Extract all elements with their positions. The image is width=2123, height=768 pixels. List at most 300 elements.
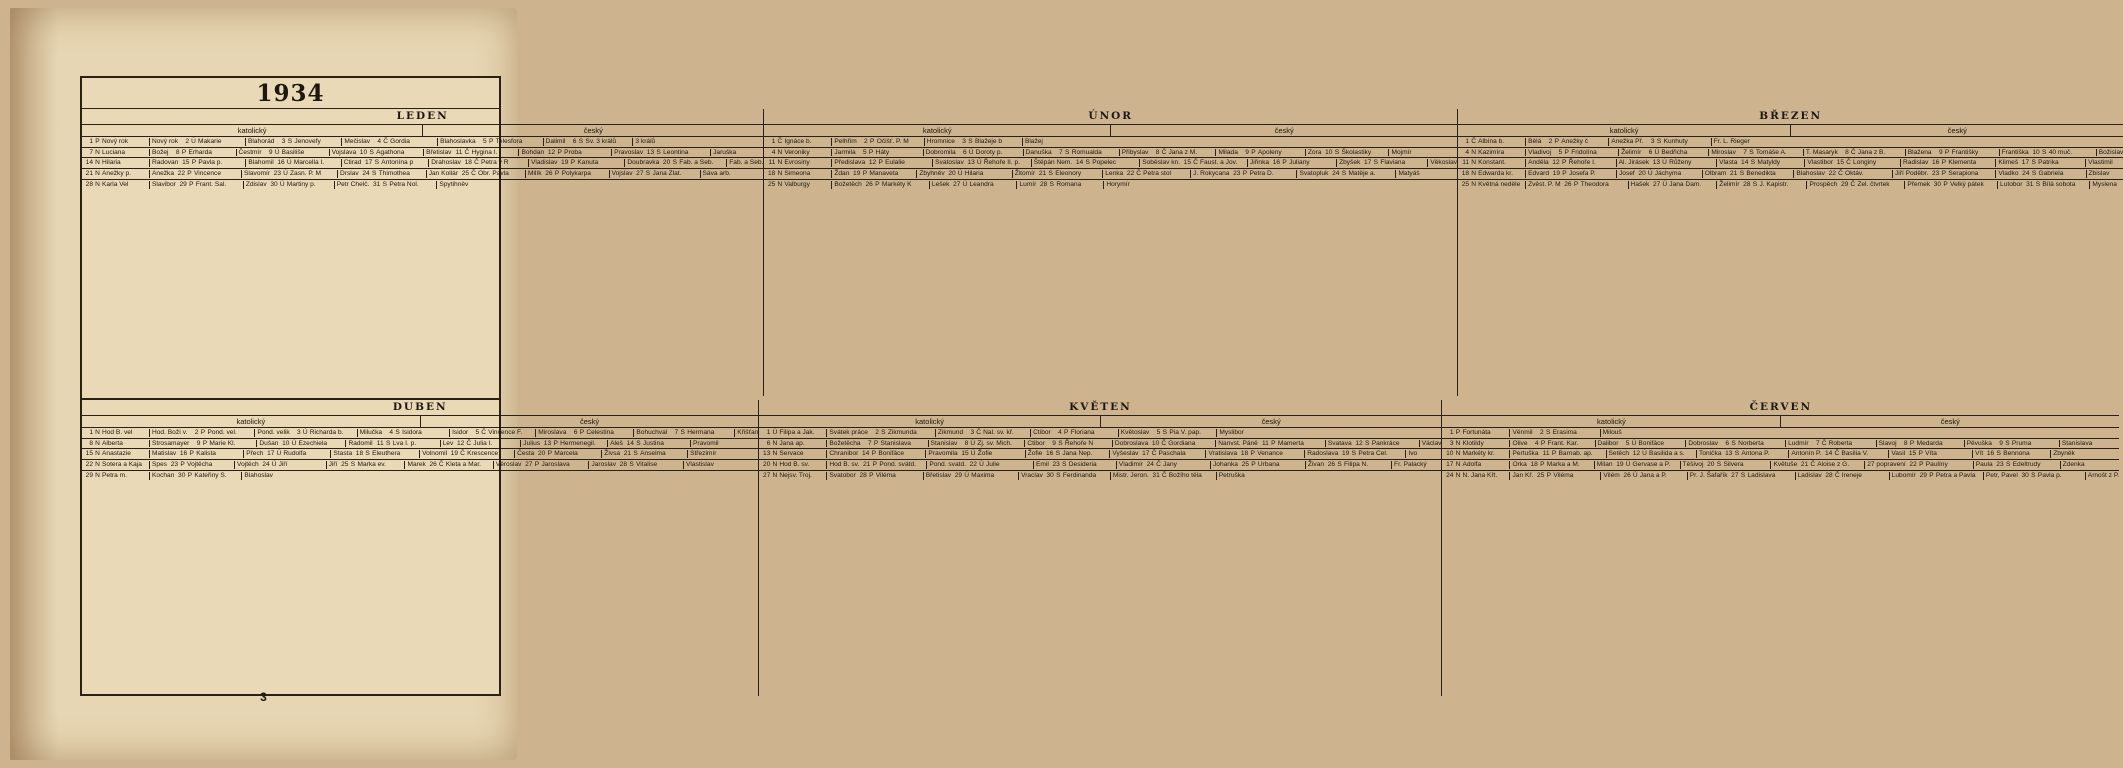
column-header: [759, 416, 1441, 428]
month-block: [1442, 400, 2119, 696]
week-block: [82, 460, 758, 471]
catholic-name: Doroty p.: [975, 149, 1024, 157]
weekday-letter: P: [187, 471, 193, 479]
czech-name: Česta: [517, 450, 535, 458]
catholic-name: Alberta: [101, 440, 150, 448]
catholic-name: Petra D.: [1248, 170, 1297, 178]
catholic-name: Hermenegil.: [559, 440, 608, 448]
day-row: [1930, 181, 2022, 189]
day-number: 11: [1462, 159, 1470, 167]
week-block: [1442, 471, 2119, 481]
day-number: 11: [768, 159, 776, 167]
weekday-letter: S: [578, 138, 584, 145]
day-row: [2029, 149, 2123, 157]
day-row: [643, 149, 736, 157]
day-number: 28: [1743, 180, 1751, 188]
czech-name: Svatopluk: [1299, 170, 1329, 178]
weekday-letter: S: [1055, 450, 1061, 458]
day-row: [1726, 170, 1825, 178]
czech-name: Vladislav: [530, 159, 558, 167]
catholic-name: Frant. Sal.: [195, 181, 244, 189]
weekday-letter: S: [2042, 148, 2047, 156]
day-row: [956, 149, 1052, 157]
week-block: [764, 137, 1457, 148]
day-number: 4: [1058, 429, 1062, 436]
weekday-letter: Ú: [1654, 148, 1660, 156]
catholic-name: Eleuthera: [371, 450, 420, 458]
catholic-name: Nal. sv. kř.: [982, 429, 1031, 437]
czech-name: Sáva arb.: [702, 170, 731, 178]
weekday-letter: Ú: [968, 148, 974, 156]
czech-name: Pelhřim: [834, 138, 857, 145]
catholic-name: Veroniky: [783, 149, 832, 157]
weekday-letter: P: [1918, 450, 1923, 458]
catholic-name: Františky: [1951, 149, 2000, 157]
czech-name: Petr Chelč.: [336, 180, 370, 188]
day-number: 26: [429, 461, 437, 469]
day-number: 15: [1908, 450, 1917, 458]
day-number: 10: [282, 439, 290, 447]
catholic-name: Vojtěcha: [186, 461, 235, 469]
czech-name: Věroslav: [495, 461, 522, 469]
weekday-letter: P: [189, 450, 194, 458]
day-number: 23: [273, 170, 282, 178]
day-row: [859, 461, 966, 469]
weekday-letter: S: [656, 148, 661, 156]
day-number: 21: [1800, 461, 1809, 469]
day-row: [356, 149, 451, 157]
day-number: 9: [1052, 439, 1056, 447]
catholic-name: Jana z M.: [1167, 149, 1216, 157]
catholic-name: Kalista: [195, 450, 244, 458]
czech-name: Ladislav: [1797, 471, 1822, 479]
weekday-letter: S: [968, 138, 973, 145]
column-cesky: český: [1947, 126, 1967, 135]
czech-name: Zbyhněv: [919, 170, 945, 178]
weekday-letter: N: [772, 461, 778, 469]
czech-name: Vladimír: [1118, 461, 1143, 469]
weekday-letter: Ú: [286, 159, 292, 167]
catholic-name: Nejsv. Troj.: [778, 472, 827, 480]
day-row: [1442, 440, 1527, 448]
catholic-name: Matěje a.: [1347, 170, 1396, 178]
day-number: 9: [1938, 148, 1943, 156]
day-row: [849, 170, 944, 178]
day-row: [963, 429, 1051, 437]
czech-name: Květoslav: [1120, 429, 1150, 436]
czech-name: Vlastibor: [1807, 159, 1834, 167]
catholic-name: Marka ev.: [356, 461, 405, 469]
day-row: [1618, 440, 1718, 448]
czech-name: Stanislav: [930, 439, 958, 447]
czech-name: Lev: [442, 439, 454, 447]
catholic-name: Jenovefy: [293, 138, 342, 146]
day-row: [1932, 149, 2029, 157]
weekday-letter: Č: [1161, 471, 1167, 479]
czech-name: Klimeš: [1998, 159, 2019, 167]
day-number: 22: [1909, 461, 1917, 469]
weekday-letter: S: [1752, 180, 1758, 188]
day-row: [856, 149, 956, 157]
czech-name: Slavoj: [1878, 439, 1897, 447]
weekday-letter: P: [868, 148, 874, 156]
catholic-name: Pruma: [2011, 440, 2060, 448]
day-number: 31: [373, 180, 381, 188]
weekday-letter: P: [1573, 180, 1579, 188]
day-number: 11: [376, 439, 384, 447]
weekday-letter: N: [95, 159, 100, 167]
column-cesky: český: [1261, 417, 1281, 426]
day-number: 30: [178, 471, 186, 479]
weekday-letter: P: [1944, 148, 1950, 156]
day-number: 1: [89, 429, 93, 436]
czech-name: Božetěcha: [829, 439, 861, 447]
week-block: [1442, 428, 2119, 439]
day-row: [1148, 149, 1237, 157]
day-row: [1629, 450, 1721, 458]
day-number: 26: [865, 180, 873, 188]
day-number: 10: [2032, 148, 2040, 156]
catholic-name: Proba: [563, 149, 612, 157]
day-number: 1: [89, 138, 93, 145]
day-number: 17: [267, 450, 275, 458]
day-number: 11: [1262, 439, 1269, 447]
day-number: 4: [389, 429, 394, 436]
catholic-name: Hygina I.: [470, 149, 519, 157]
czech-name: Olbram: [1704, 170, 1727, 178]
czech-name: Isidor: [452, 429, 469, 436]
czech-name: Štěpán Nem.: [1033, 159, 1073, 167]
day-number: 18: [1530, 461, 1538, 469]
day-number: 3: [1449, 439, 1454, 447]
czech-name: Svatobor: [829, 471, 856, 479]
day-number: 26: [1564, 180, 1572, 188]
catholic-name: Řehoře I.: [1568, 159, 1617, 167]
weekday-letter: N: [1471, 159, 1476, 167]
catholic-name: Žofie: [977, 450, 1026, 458]
day-row: [82, 440, 189, 448]
day-row: [1837, 181, 1930, 189]
catholic-name: Romana: [1055, 181, 1104, 189]
czech-name: Vlasta: [1719, 159, 1738, 167]
day-row: [1528, 440, 1619, 448]
weekday-letter: Č: [777, 138, 783, 145]
weekday-letter: S: [1364, 439, 1370, 447]
week-block: [82, 428, 758, 439]
weekday-letter: S: [881, 429, 886, 436]
day-row: [659, 159, 763, 167]
catholic-name: Konstant.: [1477, 159, 1526, 167]
weekday-letter: P: [1941, 170, 1947, 178]
weekday-letter: P: [554, 170, 560, 178]
day-row: [1442, 472, 1533, 480]
czech-name: Vojslava: [331, 148, 357, 156]
day-row: [1641, 149, 1736, 157]
day-row: [359, 170, 458, 178]
day-row: [759, 461, 859, 469]
weekday-letter: N: [1455, 471, 1461, 479]
day-number: 20: [1707, 461, 1715, 469]
day-row: [373, 440, 454, 448]
month-block: [82, 400, 759, 696]
czech-name: Olive: [1512, 439, 1528, 447]
catholic-name: Bennona: [2002, 450, 2051, 458]
day-row: [1238, 149, 1322, 157]
day-number: 25: [1461, 180, 1470, 188]
czech-name: Pond. velik: [257, 429, 290, 436]
catholic-name: Jiří: [278, 461, 327, 469]
week-block: [759, 460, 1441, 471]
day-number: 14: [85, 159, 93, 167]
czech-name: Milučka: [359, 429, 383, 436]
week-block: [82, 158, 763, 169]
czech-name: Františka: [2001, 148, 2029, 156]
czech-name: Hašek: [1630, 180, 1650, 188]
day-row: [1539, 450, 1630, 458]
weekday-letter: Č: [1834, 471, 1840, 479]
day-number: 13: [1725, 450, 1733, 458]
catholic-name: Velký pátek: [1949, 181, 1998, 189]
catholic-name: Martiny p.: [286, 181, 335, 189]
weekday-letter: P: [1941, 159, 1947, 167]
day-number: 4: [1534, 439, 1539, 447]
catholic-name: Viléma: [1552, 472, 1601, 480]
czech-name: Mistr. Jeron.: [1112, 471, 1149, 479]
day-row: [451, 149, 544, 157]
weekday-letter: S: [1085, 159, 1090, 167]
day-row: [521, 461, 616, 469]
day-row: [352, 450, 447, 458]
weekday-letter: Ú: [1625, 461, 1631, 469]
czech-name: Předislava: [834, 159, 866, 167]
weekday-letter: Č: [1850, 180, 1856, 188]
weekday-letter: S: [1373, 159, 1379, 167]
weekday-letter: P: [95, 138, 100, 145]
weekday-letter: N: [95, 461, 100, 469]
day-row: [82, 429, 187, 437]
day-row: [1561, 181, 1650, 189]
catholic-name: Norberta: [1737, 440, 1786, 448]
catholic-name: Vincence F.: [487, 429, 536, 437]
weekday-letter: P: [1282, 159, 1287, 167]
day-row: [167, 461, 259, 469]
catholic-name: Víta: [1924, 450, 1973, 458]
day-row: [764, 159, 865, 167]
czech-name: Vít: [1975, 450, 1984, 458]
catholic-name: Erasima: [1552, 429, 1601, 437]
day-number: 9: [196, 439, 201, 447]
day-row: [861, 440, 958, 448]
catholic-name: Markéty kr.: [1461, 450, 1510, 458]
week-block: [82, 180, 763, 190]
catholic-name: Zasn. P. M: [289, 170, 338, 178]
day-number: 19: [853, 170, 861, 178]
day-number: 24: [2022, 170, 2030, 178]
weekday-letter: P: [870, 138, 875, 145]
czech-name: Dobroslav: [1688, 439, 1719, 447]
catholic-name: Očišť. P. M: [876, 138, 925, 146]
day-row: [1442, 450, 1538, 458]
catholic-name: Antona P.: [1740, 450, 1789, 458]
day-number: 13: [646, 148, 655, 156]
catholic-name: Albína b.: [1477, 138, 1526, 146]
czech-name: Blahorád: [248, 138, 275, 145]
czech-name: Blahoslavka: [440, 138, 476, 145]
day-number: 26: [545, 170, 553, 178]
catholic-name: Filipa a Jak.: [778, 429, 827, 437]
month-block: [764, 109, 1458, 396]
weekday-letter: N: [95, 429, 100, 436]
week-block: [1458, 169, 2123, 180]
day-number: 7: [674, 429, 679, 436]
weekday-letter: P: [1546, 471, 1552, 479]
czech-name: Strosamayer: [152, 439, 190, 447]
day-number: 2: [194, 429, 199, 436]
week-block: [759, 449, 1441, 460]
day-number: 16: [1046, 450, 1054, 458]
day-row: [620, 450, 716, 458]
czech-name: Aleš: [610, 439, 623, 447]
day-row: [1916, 472, 2018, 480]
week-block: [82, 449, 758, 460]
day-row: [759, 440, 860, 448]
day-number: 28: [859, 471, 867, 479]
day-number: 11: [455, 148, 463, 156]
column-header: [82, 125, 763, 137]
weekday-letter: Ú: [979, 461, 984, 469]
catholic-name: Bedřicha: [1660, 149, 1709, 157]
catholic-name: Thimothea: [378, 170, 427, 178]
column-katolicky: katolický: [82, 125, 423, 136]
czech-name: Živsa: [604, 450, 621, 458]
day-row: [447, 450, 534, 458]
czech-name: Johanka: [1212, 461, 1238, 469]
catholic-name: Manaveta: [868, 170, 917, 178]
weekday-letter: P: [181, 148, 187, 156]
month-block: [1458, 109, 2123, 396]
month-name: KVĚTEN: [759, 400, 1441, 416]
weekday-letter: Ú: [970, 439, 976, 447]
weeks-list: [759, 428, 1441, 696]
weekday-letter: Č: [1161, 148, 1167, 156]
day-row: [1906, 461, 1993, 469]
day-row: [2018, 159, 2113, 167]
day-row: [957, 440, 1045, 448]
day-number: 3: [297, 429, 301, 436]
day-row: [1549, 159, 1649, 167]
catholic-name: Hilaria: [101, 159, 150, 167]
day-row: [1620, 472, 1728, 480]
czech-name: Fab. a Seb.: [729, 159, 764, 167]
column-header: [1458, 125, 2123, 137]
weekday-letter: S: [2035, 180, 2041, 188]
day-row: [862, 181, 950, 189]
day-number: 30: [2021, 471, 2029, 479]
day-row: [82, 149, 169, 157]
day-row: [1897, 440, 1992, 448]
day-row: [1822, 472, 1916, 480]
day-number: 16: [1932, 159, 1940, 167]
czech-name: Blahoslav: [244, 471, 273, 479]
weekday-letter: P: [187, 170, 192, 178]
day-row: [1035, 170, 1123, 178]
catholic-name: Ladislava: [1747, 472, 1796, 480]
day-row: [764, 138, 856, 146]
weekday-letter: S: [1337, 461, 1342, 469]
catholic-name: Frant. Kar.: [1547, 440, 1596, 448]
day-number: 29: [1919, 471, 1927, 479]
czech-name: Přech: [246, 450, 264, 458]
czech-name: Ctirad: [343, 159, 362, 167]
day-number: 7: [1815, 439, 1820, 447]
weekday-letter: N: [95, 170, 100, 178]
catholic-name: Agathona: [375, 149, 424, 157]
weekday-letter: Ú: [302, 429, 308, 436]
weekday-letter: S: [2031, 471, 2036, 479]
day-number: 8: [964, 439, 969, 447]
day-number: 21: [1730, 170, 1738, 178]
czech-name: Blažena: [1907, 148, 1932, 156]
czech-name: Matislav: [152, 450, 177, 458]
weekday-letter: P: [570, 159, 576, 167]
quarter-first: [82, 109, 2123, 396]
czech-name: Dobroslava: [1114, 439, 1149, 447]
column-katolicky: katolický: [759, 416, 1101, 427]
czech-name: Jaruška: [713, 148, 737, 156]
czech-name: Živan: [1307, 461, 1325, 469]
czech-name: Lumír: [1019, 180, 1037, 188]
catholic-name: Benedikta: [1745, 170, 1794, 178]
czech-name: Přemek: [1907, 180, 1931, 188]
day-number: 16: [1272, 159, 1281, 167]
weekday-letter: Ú: [962, 180, 968, 188]
czech-name: Zikmund: [937, 429, 964, 436]
weekday-letter: N: [772, 450, 778, 458]
catholic-name: Jana ap.: [778, 440, 827, 448]
catholic-name: Leandra: [968, 181, 1017, 189]
catholic-name: Valburgy: [783, 181, 832, 189]
week-block: [1458, 137, 2123, 148]
czech-name: Vlastislav: [686, 461, 714, 469]
day-number: 23: [1996, 461, 2004, 469]
day-row: [1458, 149, 1551, 157]
catholic-name: Jana a P.: [1639, 472, 1688, 480]
day-row: [1825, 170, 1928, 178]
czech-name: Jiřinka: [1250, 159, 1270, 167]
day-number: 20: [1638, 170, 1646, 178]
month-block: [759, 400, 1442, 696]
day-number: 4: [1465, 148, 1470, 156]
day-row: [1551, 149, 1641, 157]
day-number: 20: [763, 461, 771, 469]
catholic-name: Karla Vel: [101, 181, 150, 189]
czech-name: Božetěch: [834, 180, 862, 188]
czech-name: Vladko: [1998, 170, 2019, 178]
weekday-letter: Ú: [1647, 170, 1653, 178]
weekday-letter: S: [382, 180, 388, 188]
week-block: [1458, 148, 2123, 159]
czech-name: Vilém: [1603, 471, 1620, 479]
weekday-letter: N: [1471, 148, 1476, 156]
week-block: [82, 439, 758, 450]
week-block: [82, 148, 763, 159]
day-number: 19: [1342, 450, 1350, 458]
czech-name: Zdenka: [2062, 461, 2085, 469]
weekday-letter: Ú: [191, 138, 196, 145]
catholic-name: Serapiona: [1947, 170, 1996, 178]
czech-name: Blažej: [1024, 138, 1043, 145]
day-row: [82, 181, 176, 189]
